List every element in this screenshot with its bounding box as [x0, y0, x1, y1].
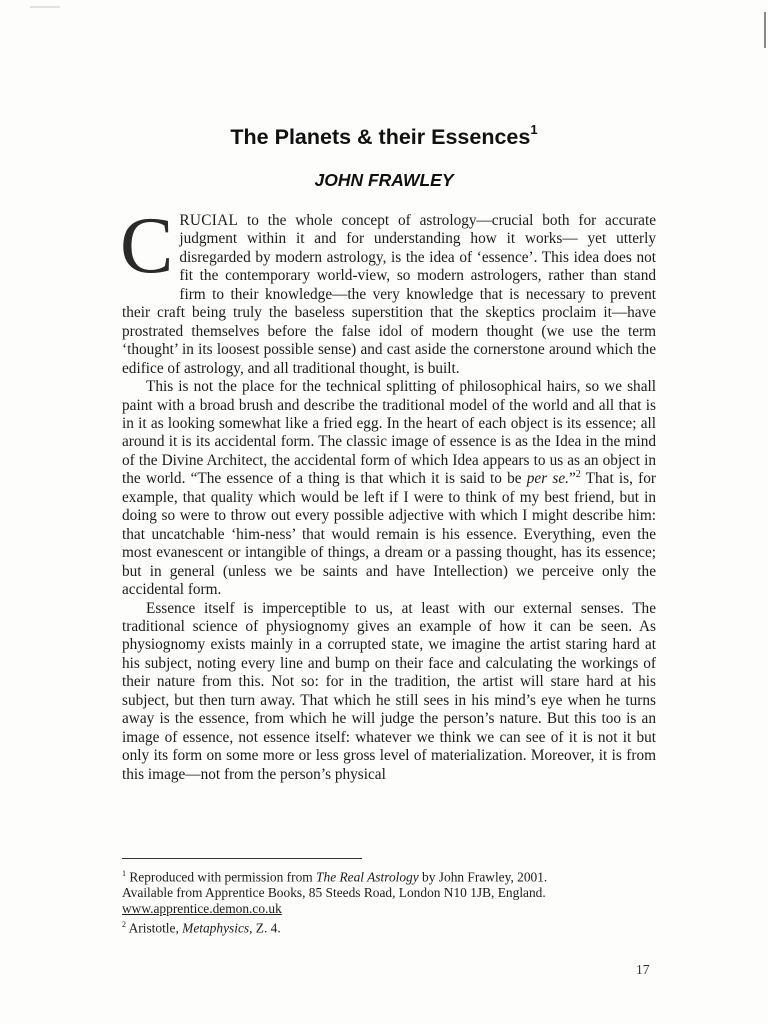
footnote-1-text-a: Reproduced with permission from	[126, 869, 317, 885]
footnote-2-text-a: Aristotle,	[126, 920, 183, 936]
footnote-1-mark: 1	[122, 869, 126, 878]
footnote-2-work-title: Metaphysics	[182, 920, 250, 936]
paragraph-2	[122, 378, 656, 599]
page-number: 17	[636, 962, 650, 977]
footnote-divider	[122, 858, 362, 859]
paragraph-2-text-b: That is, for example, that quality which would be left if I were to think of my best friend, but in doing so were to throw out every possible adjective with which I might describe him: that uncatchable ‘him-ness’ that would remain is his essence. Everything, even the most evanescent or intangible of things, a dream or a passing thought, has its essence; but in general (unless we be saints and have Intellection) we perceive only the accidental form.	[122, 470, 656, 599]
title-footnote-mark: 1	[530, 122, 538, 137]
article-body	[120, 202, 656, 784]
footnote-1-text-b: by John Frawley, 2001.	[418, 869, 548, 885]
drop-cap: C	[120, 202, 174, 290]
paragraph-2-text-a: This is not the place for the technical splitting of philosophical hairs, so we shall paint with a broad brush and describe the traditional model of the world and all that is in it as looking somewhat like a fried egg. In the heart of each object is its essence; all around it is its accidental form. The classic image of essence is as the Idea in the mind of the Divine Architect, the accidental form of which Idea appears to us as an object in the world. “The essence of a thing is that which it is said to be	[122, 378, 656, 488]
paragraph-1-text: to the whole concept of astrology—crucial both for accurate judgment within it and for understanding how it works— yet utterly disregarded by modern astrology, is the idea of ‘essence’. This idea does not fit the contemporary world-view, so modern astrologers, rather than stand firm to their knowledge—the very knowledge that is necessary to prevent their craft being truly the baseless superstition that the skeptics proclaim it—have prostrated themselves before the false idol of modern thought (we use the term ‘thought’ in its loosest possible sense) and cast aside the cornerstone around which the edifice of astrology, and all traditional thought, is built.	[122, 212, 656, 377]
footnote-1-address: Available from Apprentice Books, 85 Steeds Road, London N10 1JB, England.	[122, 885, 546, 901]
footnote-2-mark: 2	[122, 920, 126, 930]
footnote-1-link-row	[122, 901, 662, 917]
paragraph-2-close-quote: ”	[568, 470, 576, 488]
footnote-ref-2[interactable]: 2	[575, 469, 581, 481]
footnote-1-link[interactable]: www.apprentice.demon.co.uk	[122, 901, 282, 917]
footnote-2-text-b: , Z. 4.	[249, 920, 281, 936]
page-edge-shadow	[764, 12, 766, 48]
footnote-1-book-title: The Real Astrology	[316, 869, 419, 885]
article-title	[0, 124, 768, 150]
footnotes	[122, 866, 662, 937]
scan-mark	[30, 6, 60, 8]
paragraph-3: Essence itself is imperceptible to us, at least with our external senses. The traditional science of physiognomy gives an example of how it can be seen. As physiognomy exists mainly in a corrupted state, we imagine the artist staring hard at his subject, noting every line and bump on their face and calculating the workings of their nature from this. Not so: for in the tradition, the artist will stare hard at his subject, but then turn away. That which he still sees in his mind’s eye when he turns away is the essence, from which he will judge the person’s nature. But this too is an image of essence, not essence itself: whatever we think we can see of it is not it but only its form on some more or less gross level of materialization. Moreover, it is from this image—not from the person’s physical	[122, 599, 656, 783]
footnote-1	[122, 866, 662, 885]
paragraph-2-italic: per se.	[526, 470, 569, 488]
paragraph-1	[120, 202, 656, 378]
footnote-2	[122, 917, 662, 936]
article-author: JOHN FRAWLEY	[314, 170, 454, 190]
article-title-text: The Planets & their Essences	[230, 125, 531, 150]
first-word: RUCIAL	[179, 212, 239, 229]
